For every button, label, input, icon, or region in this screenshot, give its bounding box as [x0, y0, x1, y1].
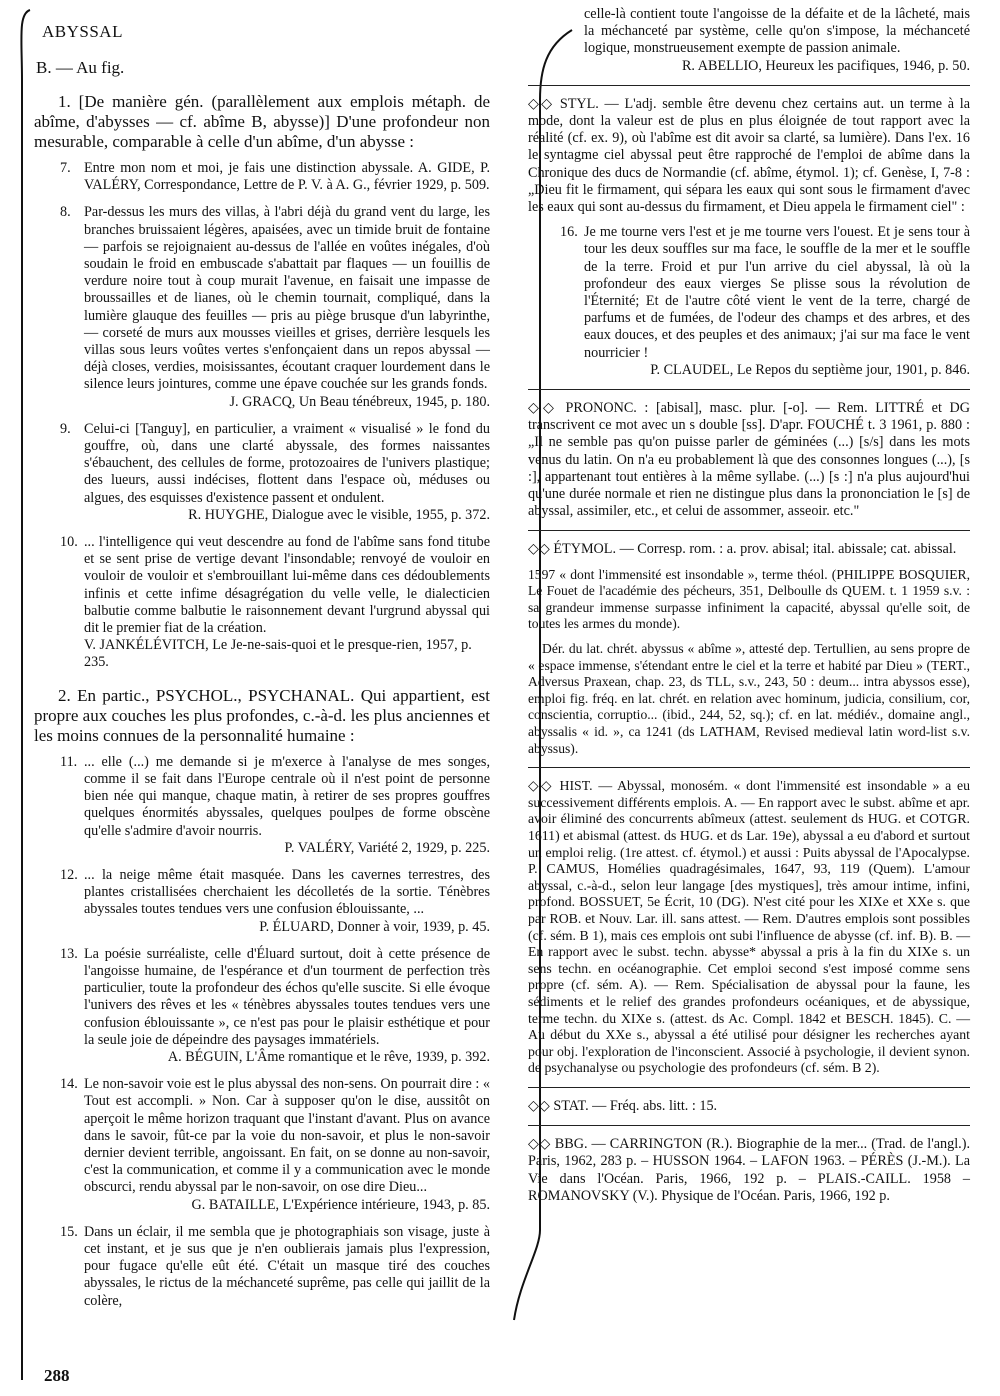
example-11: 11. ... elle (...) me demande si je m'exerce à l'analyse de mes songes, comme il se fait dans l'Europe centrale où il n'est point de personne bien née qui manque, chaque matin, à retirer de ses propres gouffres quelques énormités abyssales, quelques poulpes de forme obscène qu'elle s'admire d'avoir nourris. P. VALÉRY, Variété 2, 1929, p. 225. [60, 753, 490, 856]
styl-section: ◇◇ STYL. — L'adj. semble être devenu chez certains aut. un terme à la mode, dont la valeur est de plus en plus éloignée de tout rapport avec la réalité (cf. ex. 9), où l'abîme est dit avoir sa clarté, sa lumière). Dans l'ex. 16 le syntagme ciel abyssal peut être rapproché de l'emploi de abîme dans la Chronique des ducs de Normandie (cf. abîme, étymol. 1); cf. Genèse, I, 7-8 : „Dieu fit le firmament, qui sépara les eaux qui sont sous le firmament d'avec les eaux qui sont au-dessus du firmament, et Dieu appela le firmament ciel" : [528, 95, 970, 216]
example-16-source: P. CLAUDEL, Le Repos du septième jour, 1901, p. 846. [650, 361, 970, 378]
example-15-continued: celle-là contient toute l'angoisse de la défaite et de la lâcheté, mais la méchanceté par système, celle qu'on s'impose, la méchanceté logique, monstrueusement exempte de passion animale. R. ABELLIO, Heureux les pacifiques, 1946, p. 50. [584, 6, 970, 74]
right-column [528, 6, 970, 1205]
stat-section: ◇◇ STAT. — Fréq. abs. litt. : 15. [528, 1097, 718, 1114]
section-b-heading: B. — Au fig. [36, 58, 125, 77]
example-15-source: R. ABELLIO, Heureux les pacifiques, 1946, p. 50. [681, 57, 970, 74]
running-head: ABYSSAL [42, 22, 123, 41]
page-number: 288 [44, 1366, 70, 1385]
divider [528, 1125, 970, 1126]
prononc-section: ◇◇ PRONONC. : [abisal], masc. plur. [-o]. — Rem. LITTRÉ et DG transcrivent ce mot avec un s double [ss]. D'apr. FOUCHÉ t. 3 1961, p. 880 : „Il ne semble pas qu'on puisse parler de géminées (...) [s/s] dans les mots venus du latin. On n'a eu probablement là que des consonnes longues (...), [s :], appartenant tout entières à la même syllabe. (...) [s :] n'a plus aujourd'hui qu'une durée normale et rien ne distingue plus dans la prononciation le [s] de abyssal, assimiler, etc., et celui de assommer, asseoir. etc." [528, 400, 970, 520]
example-12: 12. ... la neige même était masquée. Dans les cavernes terrestres, des plantes cristallisées cherchaient les décolletés de la sortie. Ténèbres abyssales toutes tendues vers une confusion éblouissante, ... P. ÉLUARD, Donner à voir, 1939, p. 45. [60, 866, 490, 935]
bbg-section: ◇◇ BBG. — CARRINGTON (R.). Biographie de la mer... (Trad. de l'angl.). Paris, 1962, 283 p. – HUSSON 1964. – LAFON 1963. – PÉRÈS (J.-M.). La Vie dans l'Océan. Paris, 1966, 192 p. – PLAIS.-CAILL. 1958 – ROMANOVSKY (V.). Physique de l'Océan. Paris, 1966, 192 p. [528, 1136, 970, 1204]
divider [528, 530, 970, 531]
example-9: 9. Celui-ci [Tanguy], en particulier, a vraiment « visualisé » le fond du gouffre, où, dans une clarté abyssale, des formes naissantes s'ébauchent, des cellules de forme, protozoaires de l'univers plastique; des lueurs, aussi indécises, flottent dans l'espace où, méduses ou algues, des esquisses d'existence passent et ondulent. R. HUYGHE, Dialogue avec le visible, 1955, p. 372. [60, 420, 490, 523]
etymol-section: ◇◇ ÉTYMOL. — Corresp. rom. : a. prov. abisal; ital. abissale; cat. abissal. [528, 541, 957, 558]
divider [528, 1087, 970, 1088]
divider [528, 389, 970, 390]
definition-2: 2. En partic., PSYCHOL., PSYCHANAL. Qui appartient, est propre aux couches les plus profondes, c.-à-d. les plus anciennes et les moins connues de la personnalité humaine : [34, 685, 490, 745]
example-10-source: V. JANKÉLÉVITCH, Le Je-ne-sais-quoi et le presque-rien, 1957, p. 235. [84, 637, 472, 671]
example-8-source: J. GRACQ, Un Beau ténébreux, 1945, p. 180. [229, 393, 490, 410]
hist-section: ◇◇ HIST. — Abyssal, monosém. « dont l'immensité est insondable » a eu successivement différents emplois. A. — En rapport avec le subst. abîme et apr. avoir éliminé des concurrents abîmeux (attest. seulement ds HUG. et COTGR. 1611) et abismal (attest. ds HUG. et ds Lar. 19e), abyssal a eu d'abord et surtout un emploi relig. (1re attest. cf. étymol.) et aussi : Puits abyssal de l'Apocalypse. P. CAMUS, Homélies quadragésimales, 1647, 93, 119 (Quem). L'amour abyssal, c.-à-d., selon leur langage [des mystiques], très amour intime, infini, profond. BOSSUET, 5e Écrit, 10 (DG). N'est cité pour les XIXe et XXe s. que par ROB. et Nouv. Lar. ill. sans attest. — Rem. D'autres emplois sont possibles (cf. sém. B 1), mais ces emplois ont subi l'influence de abysse (cf. inf. B). B. — En rapport avec le subst. techn. abysse* abyssal a pris à la fin du XIXe s. un sens techn. en océanographie. Cet emploi second s'est imposé comme sens propre (cf. sém. A). — Rem. Spécialisation de abyssal pour la faune, les sédiments et le relief des grandes profondeurs océaniques, et de abyssique, terme techn. du XIXe s. (attest. ds Ac. Compl. 1842 et BESCH. 1845). C. — Au début du XXe s., abyssal a été utilisé pour désigner les recherches ayant pour obj. l'exploration de l'inconscient. Associé à psychologie, il devient synon. de psychanalyse ou psychologie des profondeurs (cf. sém. B 2). [528, 778, 970, 1076]
example-8: 8. Par-dessus les murs des villas, à l'abri déjà du grand vent du large, les branches bruissaient légères, apaisées, avec un timide bruit de fontaine — parfois se rejoignaient au-dessus de l'allée en voûtes inégales, d'où soudain le froid en embuscade s'abattait par flaques — un fouillis de verdure noire tout à coup murait l'avenue, en faisait une impasse de broussailles et de lianes, où le chemin tournait, compliqué, dans la lumière glauque des feuilles — pris au piège brusque d'un labyrinthe, — corseté de murs aux mousses vieilles et grises, derrière lesquels les villas sous leurs voûtes vertes s'enfonçaient dans un repos abyssal — déjà closes, verdies, moisissantes, écoutant craquer lourdement dans le silence leurs jointures, comme une épave couchée sur les grands fonds. J. GRACQ, Un Beau ténébreux, 1945, p. 180. [60, 204, 490, 410]
example-14: 14. Le non-savoir voie est le plus abyssal des non-sens. On pourrait dire : « Tout est accompli. » Non. Car à supposer qu'on le dise, aussitôt on aperçoit le même horizon traquant que l'instant d'avant. Plus on avance dans le savoir, fût-ce par la voie du non-savoir, et plus le non-savoir dernier devient terrible, angoissant. En fait, on se donne au non-savoir, c'est la communication, et comme il y a communication avec le monde obscurci, rendu abyssal par le non-savoir, on ose dire Dieu... G. BATAILLE, L'Expérience intérieure, 1943, p. 85. [60, 1076, 490, 1213]
example-16: 16. Je me tourne vers l'est et je me tourne vers l'ouest. Et je sens tour à tour les deux souffles sur ma face, le souffle de la mer et le souffle de la terre. Froid et pur l'un arrive du ciel abyssal, là où la profondeur des eaux vierges Se plisse sous la révolution de l'Éternité; Et de l'autre côté vient le vent de la terre, chargé de parfums et de fumées, de l'odeur des champs et des arbres, et des eaux douces, et des peuples et des animaux; j'ai sur ma face le vent nourricier ! P. CLAUDEL, Le Repos du septième jour, 1901, p. 846. [560, 224, 970, 378]
example-13: 13. La poésie surréaliste, celle d'Éluard surtout, doit à cette présence de l'angoisse humaine, de l'espérance et d'un tourment de perfection très particulier, toute la profondeur des échos qu'elle suscite. Si elle évoque l'univers des rêves et les « ténèbres abyssales toutes tendues vers une confusion éblouissante », ce n'est pas pour le plaisir esthétique et pour la seule joie de dépeindre des paysages immatériels. A. BÉGUIN, L'Âme romantique et le rêve, 1939, p. 392. [60, 945, 490, 1065]
example-7: 7. Entre mon nom et moi, je fais une distinction abyssale. A. GIDE, P. VALÉRY, Correspondance, Lettre de P. V. à A. G., février 1929, p. 509. [60, 160, 490, 194]
example-15: 15. Dans un éclair, il me sembla que je photographiais son visage, juste à cet instant, et je sus que je n'en oublierais jamais plus l'expression, pour fugace qu'elle eût été. C'était un masque tiré des couches abyssales, le rictus de la méchanceté suprême, pas celle qui jaillit de la colère, [60, 1223, 490, 1309]
divider [528, 85, 970, 86]
etymol-1597: 1597 « dont l'immensité est insondable », terme théol. (PHILIPPE BOSQUIER, Le Fouet de l'académie des pécheurs, 351, Delboulle ds QUEM. t. 1 1959 s.v. : sa grandeur immense surpasse infiniment la capacité, abyssal qu'elle soit, de toutes les armes du monde). [528, 566, 970, 632]
example-12-source: P. ÉLUARD, Donner à voir, 1939, p. 45. [259, 918, 490, 935]
definition-1: 1. [De manière gén. (parallèlement aux emplois métaph. de abîme, d'abysses — cf. abîme B, abysse)] D'une profondeur non mesurable, comparable à celle d'un abîme, d'un abysse : [34, 92, 490, 151]
example-9-source: R. HUYGHE, Dialogue avec le visible, 1955, p. 372. [188, 506, 490, 523]
divider [528, 767, 970, 768]
etymol-derivation: Dér. du lat. chrét. abyssus « abîme », attesté dep. Tertullien, au sens propre de « espace immense, s'étendant entre le ciel et la terre et habité par Dieu » (TERT., Adversus Praxean, chap. 23, ds TLL, s.v., 243, 50 : deum... intra abyssos esse), emploi fig. fréq. en lat. chrét. en relation avec hominum, judicia, consilium, cor, conscientia, corruptio... (ibid., 244, 52, sq.); cf. en lat. médiév., domaine angl., abyssalis « id. », ca 1241 (ds LATHAM, Revised medieval latin word-list s.v. abyssus). [528, 641, 970, 756]
example-11-source: P. VALÉRY, Variété 2, 1929, p. 225. [284, 839, 490, 856]
example-10: 10. ... l'intelligence qui veut descendre au fond de l'abîme sans fond titube et se sent prise de vertige devant l'insondable; renvoyé de vouloir en vouloir de vouloir et s'embrouillant lui-même dans ces dédoublements infinis et cette infime désagrégation du velle velle, le dialecticien balbutie comme balbutie le raisonnement devant l'urgrund abyssal qui dit le premier fiat de la création. V. JANKÉLÉVITCH, Le Je-ne-sais-quoi et le presque-rien, 1957, p. 235. [60, 534, 490, 671]
example-14-source: G. BATAILLE, L'Expérience intérieure, 1943, p. 85. [191, 1196, 490, 1213]
example-13-source: A. BÉGUIN, L'Âme romantique et le rêve, 1939, p. 392. [167, 1048, 490, 1065]
left-column [32, 58, 490, 1310]
